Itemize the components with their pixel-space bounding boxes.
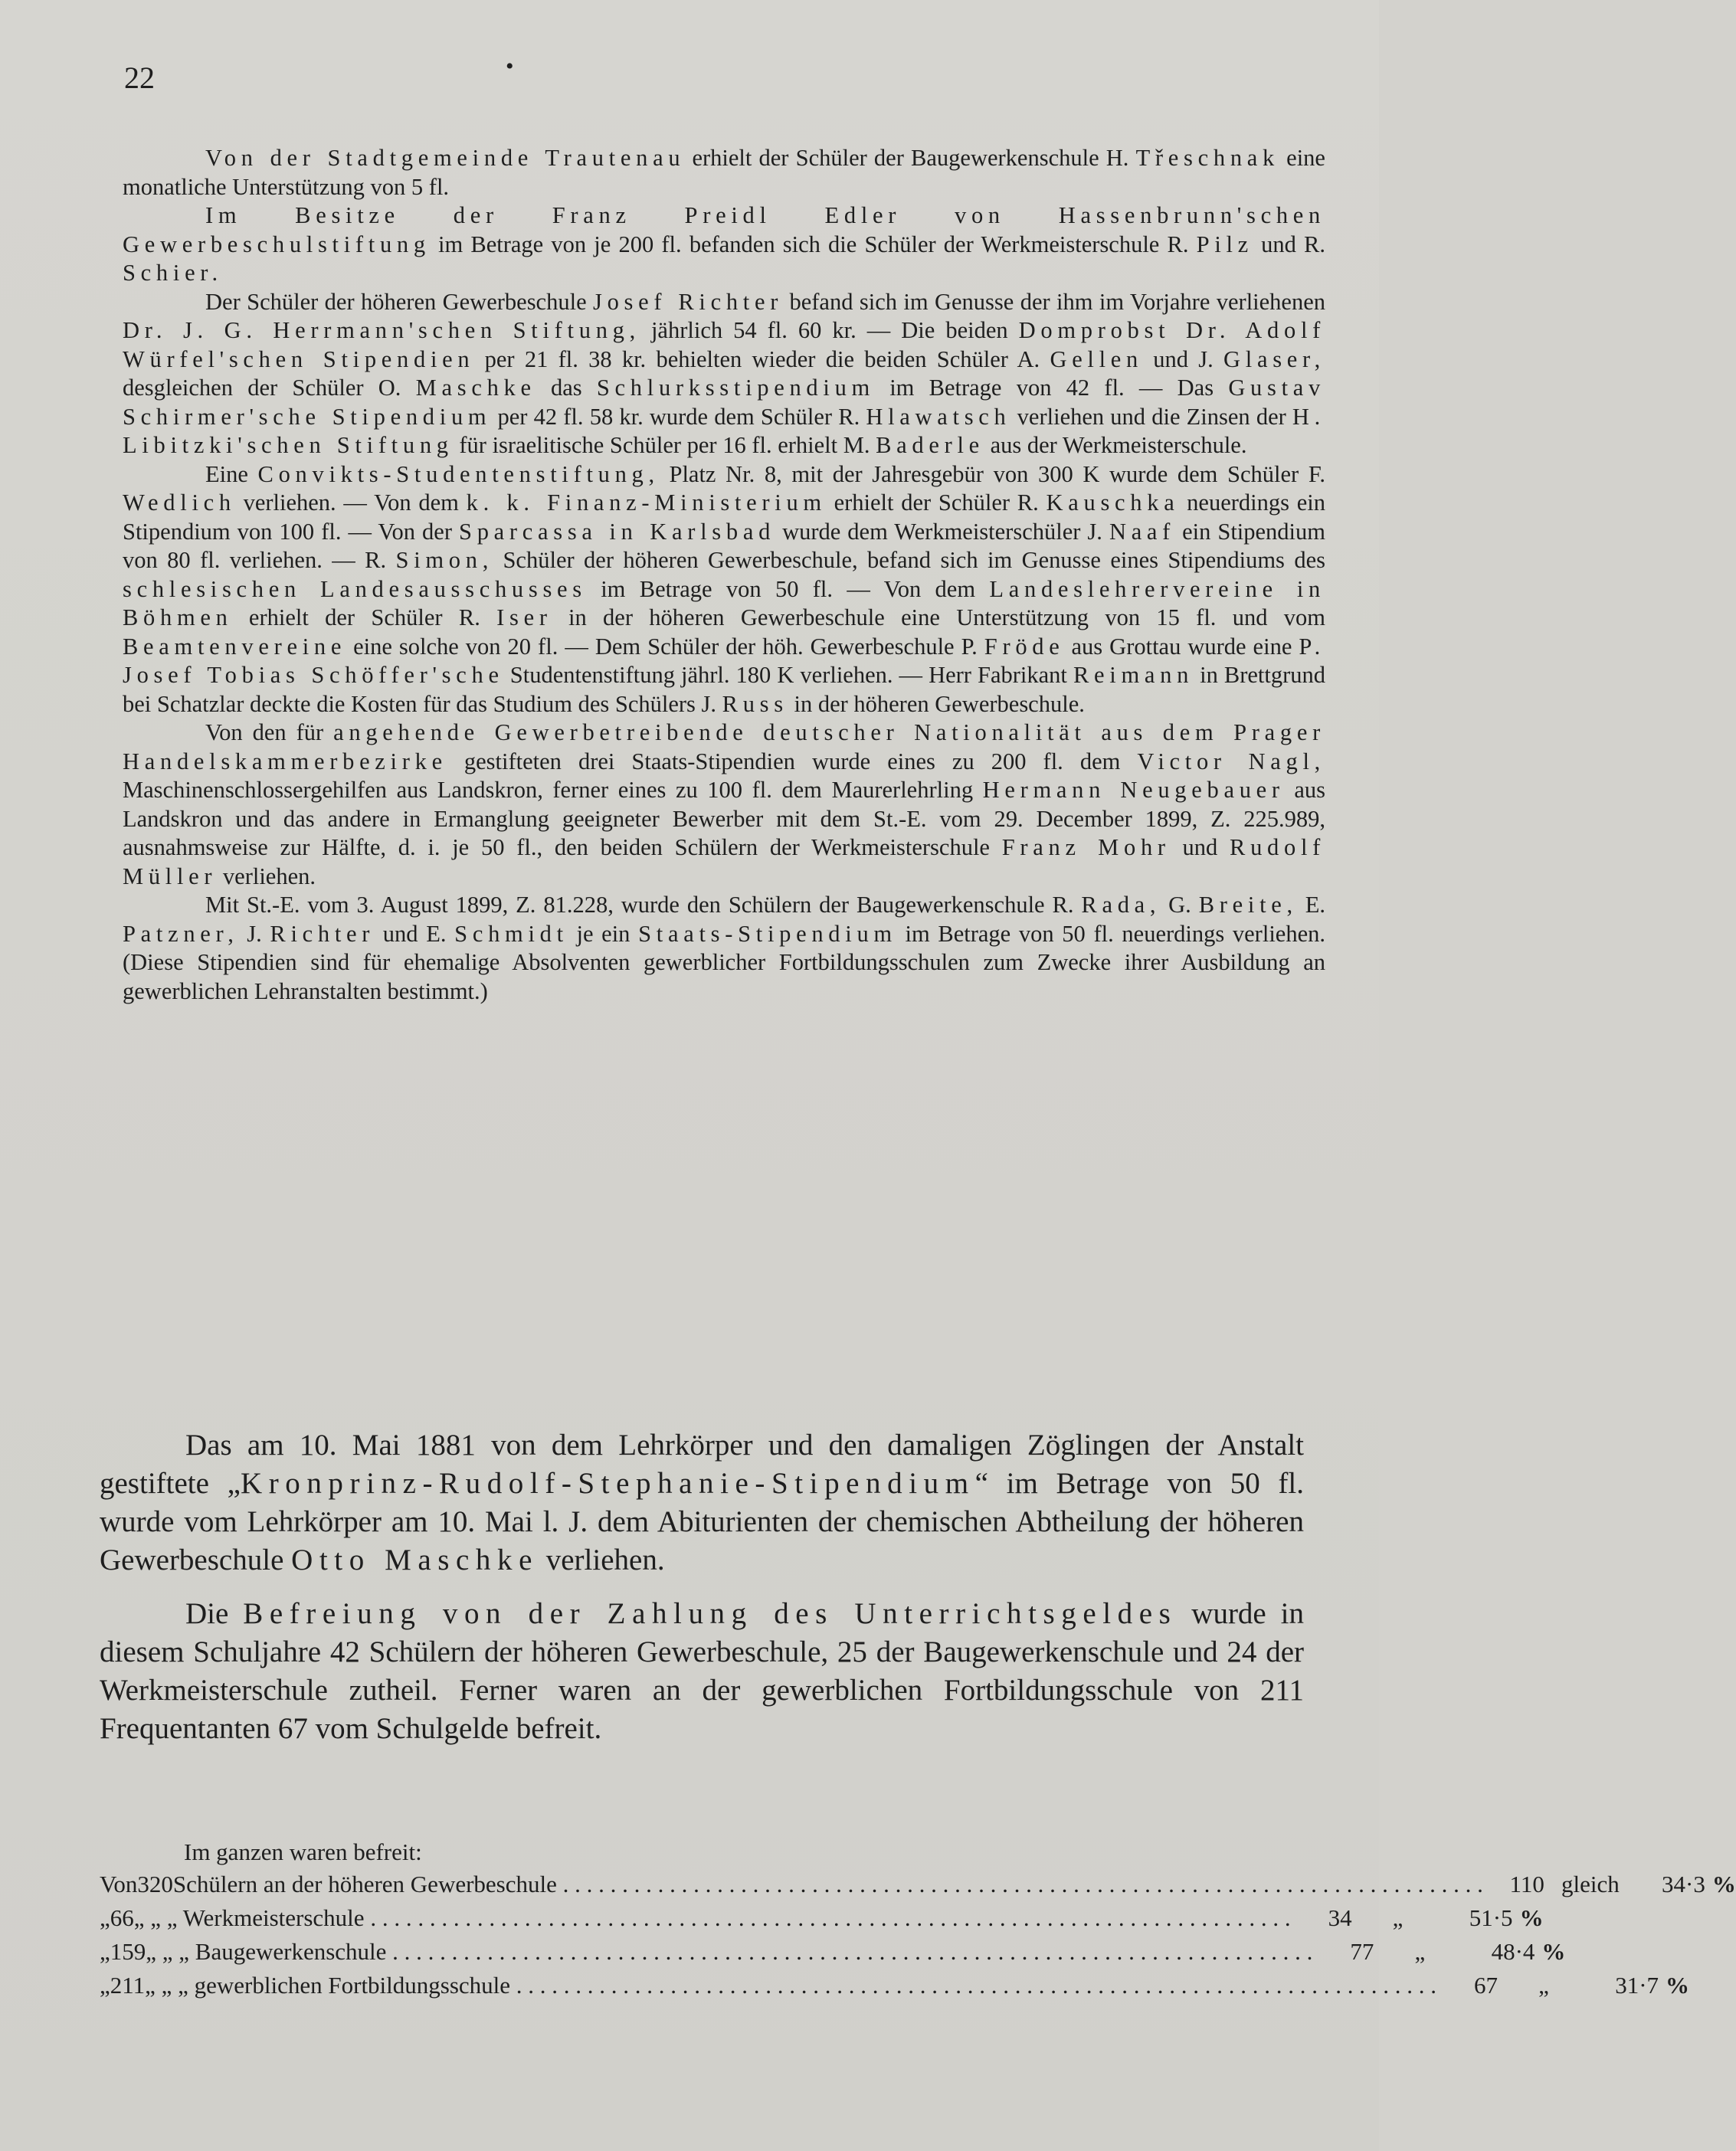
text-run: jährlich 54 fl. 60 kr. — Die beiden (640, 317, 1019, 343)
spaced-name: Otto Maschke (291, 1544, 539, 1576)
text-run: eine solche von 20 fl. — Dem Schüler der höh. Gewerbeschule P. (346, 633, 984, 660)
row-gleich: „ (1538, 1972, 1549, 1999)
text-run: in Brettgrund bei Schatzlar deckte die Kosten für das Studium des Schülers J. (123, 662, 1325, 717)
text-run: und J. (1143, 345, 1224, 372)
spaced-name: Russ (722, 690, 788, 717)
spaced-name: Gellen (1050, 345, 1144, 372)
row-value: 77 (1350, 1938, 1374, 1965)
spaced-name: Dr. J. G. Herrmann'schen Stiftung, (123, 317, 640, 343)
row-percent: 31·7 (1615, 1972, 1659, 1999)
text-run: “ im Betrage von 50 fl. wurde vom Lehrkörper am 10. Mai l. J. dem Abiturienten der chemischen Abtheilung der höheren Gewerbeschule (100, 1467, 1304, 1576)
spaced-name: Staats-Stipendium (638, 920, 897, 947)
paragraph (123, 460, 1325, 719)
text-run: Eine (205, 460, 258, 487)
spaced-name: k. k. Finanz-Ministerium (466, 489, 827, 516)
text-run: per 21 fl. 38 kr. behielten wieder die beiden Schüler A. (474, 345, 1050, 372)
spaced-name: Befreiung von der Zahlung des Unterrichtsgeldes (243, 1597, 1178, 1630)
text-run: und (1170, 834, 1230, 860)
text-run: aus Grottau wurde eine (1064, 633, 1299, 660)
text-run: Schüler der höheren Gewerbeschule, befand sich im Genusse eines Stipendiums des (493, 547, 1325, 573)
row-gleich: gleich (1561, 1871, 1620, 1897)
spaced-name: Naaf (1109, 518, 1176, 545)
text-run: erhielt der Schüler der Baugewerkenschule H. (685, 145, 1136, 171)
text-run: im Betrage von 50 fl. neuerdings verliehen. (Diese Stipendien sind für ehemalige Absolventen gewerblicher Fortbildungsschulen zum Zwecke ihrer Ausbildung an gewerblichen Lehranstalten bestimmt.) (123, 920, 1325, 1004)
summary-intro: Im ganzen waren befreit: (184, 1838, 422, 1865)
row-label (145, 1972, 1436, 1999)
spaced-name: Domprobst Dr. Adolf Würfel'schen Stipendien (123, 317, 1326, 372)
spaced-name: H. Libitzki'schen Stiftung (123, 403, 1325, 458)
spaced-name: Richter (270, 920, 375, 947)
text-run: verliehen. (538, 1544, 665, 1576)
text-run: gestifteten drei Staats-Stipendien wurde eines zu 200 fl. dem (447, 748, 1138, 774)
row-school: höheren Gewerbeschule (328, 1871, 557, 1897)
spaced-name: Hermann Neugebauer (982, 777, 1285, 803)
spaced-name: Kauschka (1046, 489, 1180, 516)
text-run: aus Landskron und das andere in Ermanglung geeigneter Bewerber mit dem St.-E. vom 29. December 1899, Z. 225.989, ausnahmsweise zur Hälfte, d. i. je 50 fl., den beiden Schülern der Werkmeisterschule (123, 777, 1326, 860)
text-run: ein Stipendium von 80 fl. verliehen. — R. (123, 518, 1326, 573)
row-school: Baugewerkenschule (195, 1938, 387, 1965)
spaced-name: Rudolf Müller (123, 834, 1326, 889)
spaced-name: Schlurksstipendium (596, 375, 875, 401)
spaced-name: angehende Gewerbetreibende deutscher Nationalität aus dem Prager Handelskammerbezirke (123, 719, 1325, 774)
spaced-name: Josef Richter (593, 288, 784, 315)
text-run: E. (1297, 892, 1326, 918)
summary-row (100, 1938, 1566, 1972)
spaced-name: Von der Stadtgemeinde Trautenau (205, 145, 686, 171)
row-percent: 48·4 (1491, 1938, 1535, 1965)
text-run: erhielt der Schüler R. (232, 604, 497, 630)
spaced-name: Kronprinz-Rudolf-Stephanie-Stipendium (240, 1467, 975, 1500)
text-run: J. (238, 920, 270, 947)
text-run: in der höheren Gewerbeschule. (788, 690, 1085, 717)
row-value: 110 (1509, 1871, 1544, 1897)
row-mid: „ „ „ (145, 1972, 188, 1999)
row-gleich: „ (1414, 1938, 1426, 1965)
row-prefix: „ (100, 1938, 110, 1965)
spaced-name: Im Besitze der Franz Preidl Edler von Hassenbrunn'schen Gewerbeschulstiftung (123, 202, 1325, 257)
spaced-name: Simon, (395, 547, 494, 573)
paragraph (123, 719, 1325, 891)
row-count: 211 (110, 1972, 146, 1999)
row-percent: 51·5 (1469, 1904, 1513, 1931)
large-paragraphs (100, 1426, 1304, 1763)
row-mid: „ „ „ (146, 1938, 190, 1965)
row-unit: % (1666, 1972, 1690, 1999)
row-school: gewerblichen Fortbildungsschule (194, 1972, 511, 1999)
text-run: Mit St.-E. vom 3. August 1899, Z. 81.228, wurde den Schülern der Baugewerkenschule R. (205, 892, 1082, 918)
text-run: in der höheren Gewerbeschule eine Unterstützung von 15 fl. und vom (552, 604, 1326, 630)
row-unit: % (1711, 1871, 1736, 1897)
text-run: desgleichen der Schüler O. (123, 375, 416, 401)
row-count: 320 (137, 1871, 173, 1897)
spaced-name: Gustav Schirmer'sche Stipendium (123, 375, 1325, 430)
text-run: verliehen und die Zinsen der (1010, 403, 1292, 430)
text-run: neuerdings ein Stipendium von 100 fl. — Von der (123, 489, 1325, 545)
stipend-paragraphs (123, 144, 1325, 1006)
spaced-name: Breite, (1198, 892, 1298, 918)
paragraph (123, 201, 1325, 288)
paragraph (123, 144, 1325, 201)
row-school: Werkmeisterschule (182, 1904, 365, 1931)
row-mid: Schülern an der (172, 1871, 323, 1897)
row-unit: % (1541, 1938, 1566, 1965)
text-run: erhielt der Schüler R. (826, 489, 1047, 516)
paragraph (123, 288, 1325, 460)
row-gleich: „ (1392, 1904, 1404, 1931)
text-run: das (536, 375, 597, 401)
text-run: Von den für (205, 719, 334, 745)
spaced-name: Victor Nagl, (1137, 748, 1325, 774)
text-run: verliehen. (217, 863, 316, 889)
spaced-name: Baderle (876, 432, 984, 458)
summary-row (100, 1972, 1690, 2005)
text-run: befand sich im Genusse der ihm im Vorjahre verliehenen (783, 288, 1325, 315)
row-count: 159 (110, 1938, 146, 1965)
row-prefix: Von (100, 1871, 138, 1897)
spaced-name: Wedlich (123, 489, 236, 516)
row-unit: % (1519, 1904, 1544, 1931)
spaced-name: Iser (496, 604, 552, 630)
text-run: im Betrage von 50 fl. — Von dem (586, 575, 990, 602)
text-run: Das am 10. Mai 1881 von dem Lehrkörper und den damaligen Zöglingen der Anstalt gestiftete „ (100, 1429, 1304, 1500)
spaced-name: Landeslehrervereine in Böhmen (123, 575, 1325, 630)
text-run: Die (185, 1597, 244, 1630)
text-run: G. (1161, 892, 1199, 918)
spaced-name: P. Josef Tobias Schöffer'sche (123, 633, 1325, 688)
exemption-summary (100, 1838, 1736, 2005)
row-prefix: „ (100, 1972, 110, 1999)
text-run: Maschinenschlossergehilfen aus Landskron, ferner eines zu 100 fl. dem Maurerlehrling (123, 777, 983, 803)
text-run: und E. (375, 920, 455, 947)
row-label (173, 1871, 1483, 1898)
text-run: im Betrage von je 200 fl. befanden sich die Schüler der Werkmeisterschule R. (430, 231, 1197, 257)
page-number: 22 (124, 61, 155, 95)
text-run: Der Schüler der höheren Gewerbeschule (205, 288, 594, 315)
row-prefix: „ (100, 1904, 110, 1931)
row-percent: 34·3 (1662, 1871, 1705, 1897)
row-label (134, 1904, 1291, 1932)
spaced-name: Rada, (1081, 892, 1161, 918)
spaced-name: Beamtenvereine (123, 633, 347, 660)
paragraph (100, 1426, 1304, 1580)
spaced-name: Convikts-Studentenstiftung, (257, 460, 660, 487)
summary-row (100, 1871, 1736, 1904)
spaced-name: schlesischen Landesausschusses (123, 575, 587, 602)
row-value: 34 (1328, 1904, 1352, 1931)
row-mid: „ „ „ (133, 1904, 178, 1931)
page-mark: • (506, 54, 514, 79)
text-run: per 42 fl. 58 kr. wurde dem Schüler R. (491, 403, 866, 430)
row-label (146, 1938, 1312, 1966)
spaced-name: Schmidt (454, 920, 568, 947)
text-run: für israelitische Schüler per 16 fl. erhielt M. (453, 432, 876, 458)
paragraph (123, 891, 1325, 1006)
spaced-name: Fröde (984, 633, 1065, 660)
text-run: im Betrage von 42 fl. — Das (874, 375, 1229, 401)
spaced-name: Franz Mohr (1001, 834, 1171, 860)
text-run: je ein (568, 920, 639, 947)
text-run: Studentenstiftung jährl. 180 K verliehen. — Herr Fabrikant (503, 662, 1073, 688)
paragraph (100, 1595, 1304, 1748)
summary-row (100, 1904, 1544, 1938)
row-value: 67 (1474, 1972, 1499, 1999)
spaced-name: Glaser, (1223, 345, 1326, 372)
spaced-name: Hlawatsch (866, 403, 1011, 430)
text-run: aus der Werkmeisterschule. (984, 432, 1247, 458)
spaced-name: Pilz (1196, 231, 1253, 257)
spaced-name: Patzner, (123, 920, 239, 947)
spaced-name: Maschke (415, 375, 536, 401)
row-count: 66 (110, 1904, 134, 1931)
spaced-name: Sparcassa in Karlsbad (459, 518, 776, 545)
text-run: verliehen. — Von dem (235, 489, 467, 516)
text-run: Platz Nr. 8, mit der Jahresgebür von 300 K wurde dem Schüler F. (659, 460, 1325, 487)
spaced-name: Reimann (1073, 662, 1194, 688)
text-run: eine monatliche Unterstützung von 5 fl. (123, 145, 1325, 200)
text-run: und R. (1253, 231, 1325, 257)
spaced-name: Třeschnak (1135, 145, 1280, 171)
spaced-name: Schier. (123, 260, 223, 286)
text-run: wurde in diesem Schuljahre 42 Schülern der höheren Gewerbeschule, 25 der Baugewerkenschule und 24 der Werkmeisterschule zutheil. Ferner waren an der gewerblichen Fortbildungsschule von 211 Frequentanten 67 vom Schulgelde befreit. (100, 1597, 1304, 1745)
text-run: wurde dem Werkmeisterschüler J. (775, 518, 1109, 545)
